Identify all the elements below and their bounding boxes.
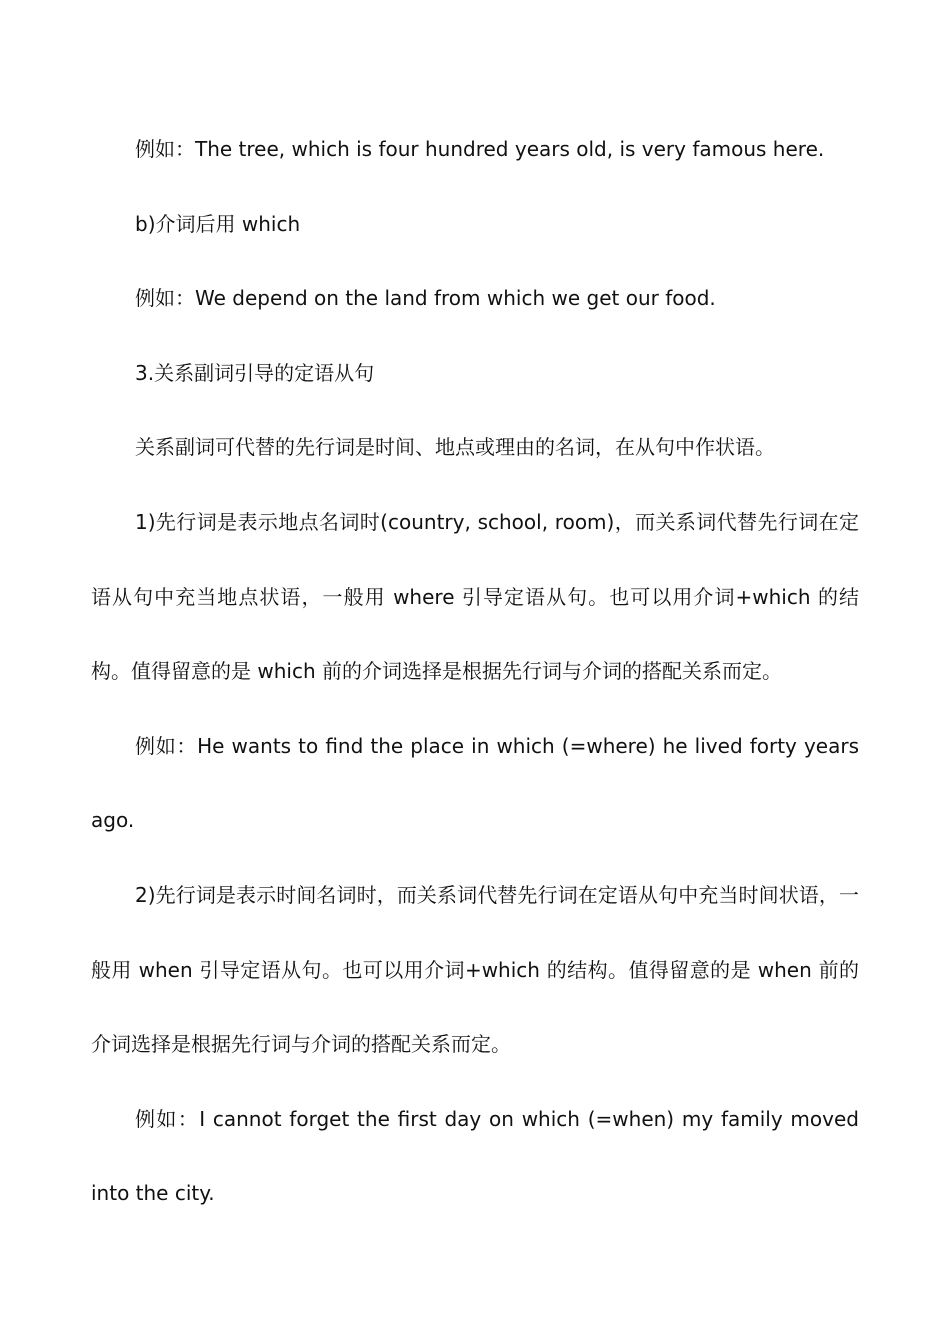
intro-paragraph-relative-adverbs: 关系副词可代替的先行词是时间、地点或理由的名词，在从句中作状语。	[135, 435, 775, 460]
example-paragraph-land: 例如：We depend on the land from which we get our food.	[135, 286, 716, 311]
rule-paragraph-time: 2)先行词是表示时间名词时，而关系词代替先行词在定语从句中充当时间状语，一般用 when 引导定语从句。也可以用介词+which 的结构。值得留意的是 when 前的介词选择是根据先行词与介词的搭配关系而定。	[91, 882, 859, 1057]
document-body	[91, 112, 859, 1231]
section-heading-relative-adverbs: 3.关系副词引导的定语从句	[135, 360, 375, 385]
subheading-preposition-which: b)介词后用 which	[135, 211, 301, 236]
rule-paragraph-place: 1)先行词是表示地点名词时(country, school, room)，而关系词代替先行词在定语从句中充当地点状语，一般用 where 引导定语从句。也可以用介词+which 的结构。值得留意的是 which 前的介词选择是根据先行词与介词的搭配关系而定。	[91, 509, 859, 684]
example-paragraph-place: 例如：He wants to find the place in which (=where) he lived forty years ago.	[91, 733, 859, 833]
example-paragraph-time: 例如：I cannot forget the first day on which (=when) my family moved into the city.	[91, 1106, 859, 1206]
example-paragraph-tree: 例如：The tree, which is four hundred years old, is very famous here.	[135, 137, 825, 161]
